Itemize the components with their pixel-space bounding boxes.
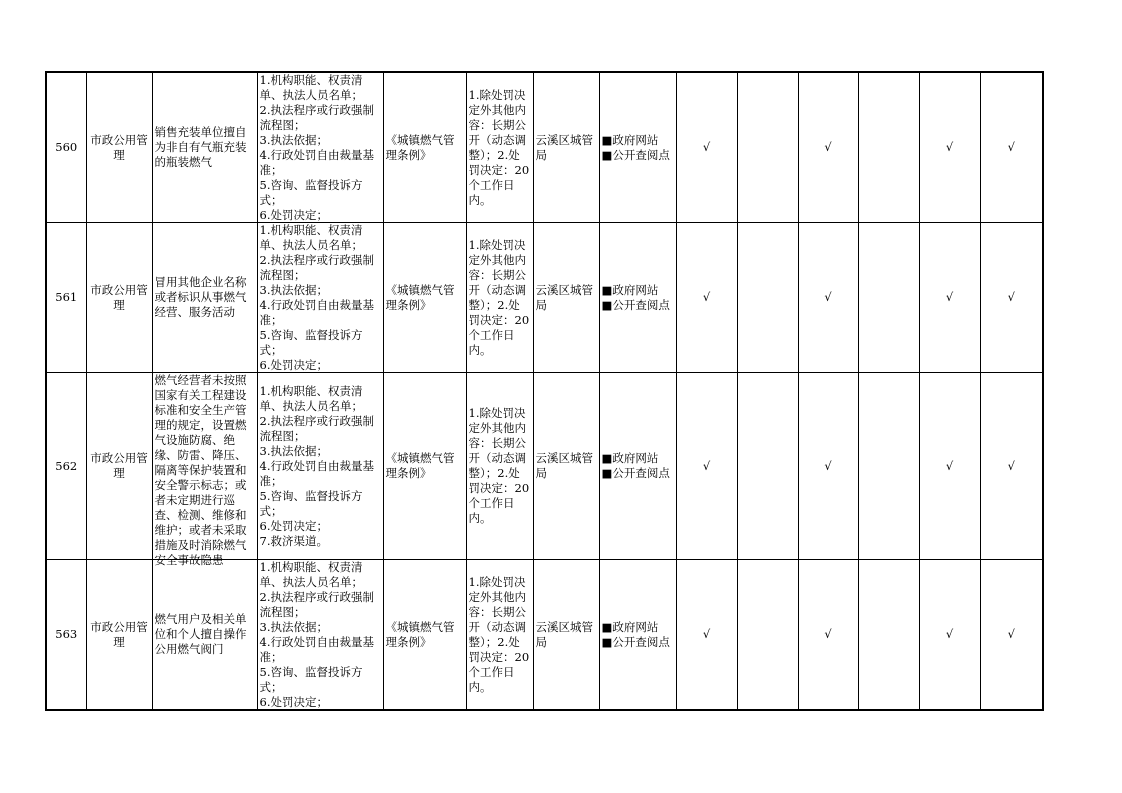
content-line: 6.处罚决定；	[259, 358, 328, 372]
category-cell: 市政公用管理	[86, 373, 152, 560]
content-line: 5.咨询、监督投诉方式；	[259, 488, 363, 518]
check-mark: √	[676, 223, 737, 373]
content-line: 2.执法程序或行政强制流程图；	[259, 253, 374, 282]
channel-cell	[599, 560, 676, 711]
check-mark: √	[798, 223, 858, 373]
channel-item: ■公开查阅点	[601, 297, 670, 312]
category-cell: 市政公用管理	[86, 560, 152, 711]
empty-cell	[858, 560, 919, 711]
check-mark: √	[798, 72, 858, 223]
channel-item: ■公开查阅点	[601, 466, 670, 480]
content-line: 1.机构职能、权责清单、执法人员名单；	[259, 73, 363, 102]
content-line: 1.机构职能、权责清单、执法人员名单；	[259, 223, 363, 252]
channel-item: ■政府网站	[601, 132, 659, 147]
check-mark: √	[798, 373, 858, 560]
channel-cell	[599, 72, 676, 223]
row-number: 562	[46, 373, 86, 560]
disclosure-table	[45, 71, 1044, 711]
time-limit-cell: 1.除处罚决定外其他内容：长期公开（动态调整）；2.处罚决定：20个工作日内。	[466, 373, 533, 560]
check-mark: √	[980, 373, 1043, 560]
content-line: 6.处罚决定；	[259, 208, 328, 222]
check-mark: √	[980, 223, 1043, 373]
content-line: 2.执法程序或行政强制流程图；	[259, 413, 374, 443]
content-line: 6.处罚决定；	[259, 518, 328, 533]
empty-cell	[858, 373, 919, 560]
subject-cell: 云溪区城管局	[533, 223, 599, 373]
content-cell	[257, 72, 383, 223]
content-line: 3.执法依据；	[259, 283, 328, 297]
empty-cell	[858, 223, 919, 373]
content-line: 6.处罚决定；	[259, 695, 328, 709]
matter-cell: 销售充装单位擅自为非自有气瓶充装的瓶装燃气	[152, 72, 257, 223]
check-mark: √	[980, 560, 1043, 711]
subject-cell: 云溪区城管局	[533, 373, 599, 560]
table-row	[46, 373, 1043, 560]
check-mark: √	[676, 560, 737, 711]
table-row	[46, 223, 1043, 373]
content-cell	[257, 373, 383, 560]
check-mark: √	[919, 560, 980, 711]
check-mark: √	[676, 72, 737, 223]
check-mark: √	[919, 223, 980, 373]
subject-cell: 云溪区城管局	[533, 72, 599, 223]
content-line: 5.咨询、监督投诉方式；	[259, 328, 363, 357]
content-line: 2.执法程序或行政强制流程图；	[259, 590, 374, 619]
empty-cell	[737, 223, 798, 373]
subject-cell: 云溪区城管局	[533, 560, 599, 711]
content-cell	[257, 560, 383, 711]
content-cell	[257, 223, 383, 373]
check-mark: √	[798, 560, 858, 711]
time-limit-cell: 1.除处罚决定外其他内容：长期公开（动态调整）；2.处罚决定：20个工作日内。	[466, 72, 533, 223]
channel-item: ■政府网站	[601, 282, 659, 297]
content-line: 4.行政处罚自由裁量基准；	[259, 635, 374, 664]
basis-cell: 《城镇燃气管理条例》	[383, 373, 466, 560]
category-cell: 市政公用管理	[86, 223, 152, 373]
check-mark: √	[919, 72, 980, 223]
empty-cell	[737, 72, 798, 223]
matter-cell: 燃气用户及相关单位和个人擅自操作公用燃气阀门	[152, 560, 257, 711]
empty-cell	[737, 560, 798, 711]
channel-item: ■公开查阅点	[601, 634, 670, 649]
matter-cell: 冒用其他企业名称或者标识从事燃气经营、服务活动	[152, 223, 257, 373]
channel-item: ■公开查阅点	[601, 147, 670, 162]
channel-cell	[599, 373, 676, 560]
time-limit-cell: 1.除处罚决定外其他内容：长期公开（动态调整）；2.处罚决定：20个工作日内。	[466, 560, 533, 711]
content-line: 4.行政处罚自由裁量基准；	[259, 298, 374, 327]
content-line: 4.行政处罚自由裁量基准；	[259, 148, 374, 177]
channel-item: ■政府网站	[601, 619, 659, 634]
basis-cell: 《城镇燃气管理条例》	[383, 560, 466, 711]
channel-item: ■政府网站	[601, 451, 659, 465]
matter-cell	[152, 373, 257, 567]
content-line: 5.咨询、监督投诉方式；	[259, 178, 363, 207]
basis-cell: 《城镇燃气管理条例》	[383, 72, 466, 223]
content-line: 2.执法程序或行政强制流程图；	[259, 103, 374, 132]
content-line: 3.执法依据；	[259, 133, 328, 147]
empty-cell	[737, 373, 798, 560]
empty-cell	[858, 72, 919, 223]
content-line: 7.救济渠道。	[259, 533, 328, 548]
content-line: 4.行政处罚自由裁量基准；	[259, 458, 374, 488]
content-line: 1.机构职能、权责清单、执法人员名单；	[259, 560, 363, 589]
table-row	[46, 560, 1043, 711]
check-mark: √	[919, 373, 980, 560]
channel-cell	[599, 223, 676, 373]
check-mark: √	[980, 72, 1043, 223]
row-number: 560	[46, 72, 86, 223]
check-mark: √	[676, 373, 737, 560]
basis-cell: 《城镇燃气管理条例》	[383, 223, 466, 373]
content-line: 3.执法依据；	[259, 620, 328, 634]
table-row	[46, 72, 1043, 223]
row-number: 563	[46, 560, 86, 711]
time-limit-cell: 1.除处罚决定外其他内容：长期公开（动态调整）；2.处罚决定：20个工作日内。	[466, 223, 533, 373]
row-number: 561	[46, 223, 86, 373]
content-line: 5.咨询、监督投诉方式；	[259, 665, 363, 694]
content-line: 1.机构职能、权责清单、执法人员名单；	[259, 383, 363, 413]
matter-text: 燃气经营者未按照国家有关工程建设标准和安全生产管理的规定，设置燃气设施防腐、绝缘、防雷、降压、隔离等保护装置和安全警示标志；或者未定期进行巡查、检测、维修和维护；或者未采取措施及时消除燃气安全事故隐患	[154, 373, 247, 567]
content-line: 3.执法依据；	[259, 443, 328, 458]
category-cell: 市政公用管理	[86, 72, 152, 223]
